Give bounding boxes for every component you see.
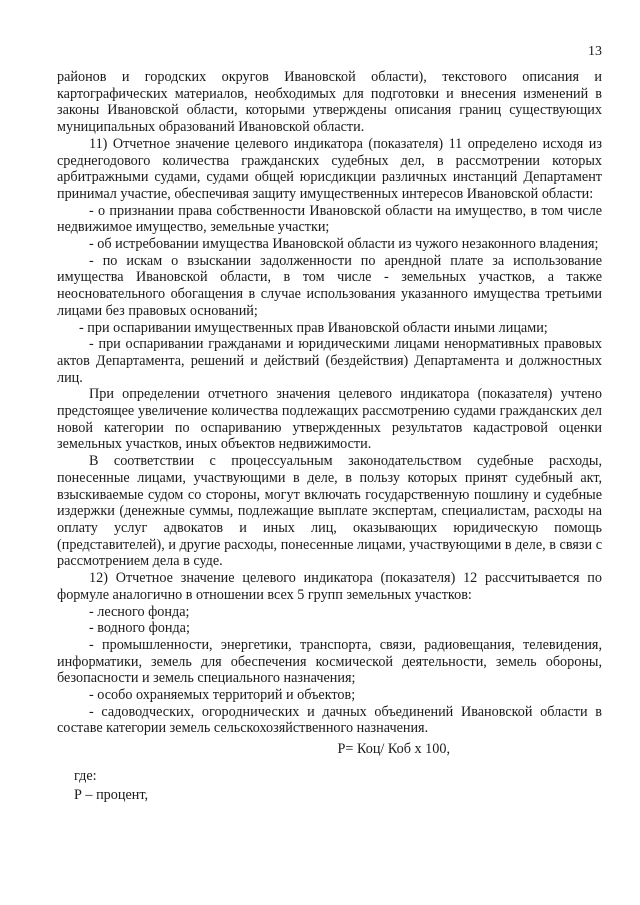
list-item-contest-rights: - при оспаривании имущественных прав Ивановской области иными лицами;: [79, 319, 548, 336]
paragraph-expenses: В соответствии с процессуальным законодательством судебные расходы, понесенные лицами, участвующими в деле, в пользу которых принят судебный акт, взыскиваемые судом со стороны, могут включать государственную пошлину и судебные издержки (денежные суммы, подлежащие выплате экспертам, специалистам, расходы на оплату услуг адвокатов и иных лиц, оказывающих юридическую помощь (представителей), и другие расходы, понесенные лицами, участвующими в деле, в связи с рассмотрением дела в суде.: [57, 453, 602, 570]
list-item-water: - водного фонда;: [89, 620, 190, 637]
where-label: где:: [74, 767, 97, 784]
page-number: 13: [588, 44, 602, 59]
paragraph-indicator-11: 11) Отчетное значение целевого индикатора (показателя) 11 определено исходя из среднегодового количества гражданских судебных дел, в рассмотрении которых арбитражными судами, судами общей юрисдикции различных инстанций Департамент принимал участие, обеспечивая защиту имущественных интересов Ивановской области:: [57, 135, 602, 202]
document-body: [57, 69, 602, 803]
paragraph-reporting: При определении отчетного значения целевого индикатора (показателя) учтено предстоящее увеличение количества подлежащих рассмотрению судами гражданских дел новой категории по оспариванию утвержденных результатов кадастровой оценки земельных участков, иных объектов недвижимости.: [57, 386, 602, 453]
paragraph-continuation: районов и городских округов Ивановской области), текстового описания и картографических материалов, необходимых для подготовки и внесения изменений в законы Ивановской области, которыми утверждены описания границ существующих муниципальных образований Ивановской области.: [57, 69, 602, 136]
list-item-gardening: - садоводческих, огороднических и дачных объединений Ивановской области в составе категории земель сельскохозяйственного назначения.: [57, 703, 602, 737]
definition-p: Р – процент,: [74, 786, 149, 803]
list-item-protected: - особо охраняемых территорий и объектов;: [89, 687, 356, 704]
formula: Р= Коц/ Коб х 100,: [337, 741, 450, 758]
list-item-reclaim: - об истребовании имущества Ивановской области из чужого незаконного владения;: [89, 236, 599, 253]
list-item-industry: - промышленности, энергетики, транспорта, связи, радиовещания, телевидения, информатики, земель для обеспечения космической деятельности, земель обороны, безопасности и земель специального назначения;: [57, 636, 602, 687]
paragraph-indicator-12: 12) Отчетное значение целевого индикатора (показателя) 12 рассчитывается по формуле аналогично в отношении всех 5 групп земельных участков:: [57, 570, 602, 603]
list-item-contest-acts: - при оспаривании гражданами и юридическими лицами ненормативных правовых актов Департамента, решений и действий (бездействия) Департамента и должностных лиц.: [57, 336, 602, 386]
list-item-ownership: - о признании права собственности Ивановской области на имущество, в том числе недвижимое имущество, земельные участки;: [57, 202, 602, 236]
list-item-forest: - лесного фонда;: [89, 603, 190, 620]
list-item-debt: - по искам о взыскании задолженности по арендной плате за использование имущества Ивановской области, в том числе - земельных участков, а также неосновательного обогащения в случае использования указанного имущества третьими лицами без правовых оснований;: [57, 252, 602, 319]
